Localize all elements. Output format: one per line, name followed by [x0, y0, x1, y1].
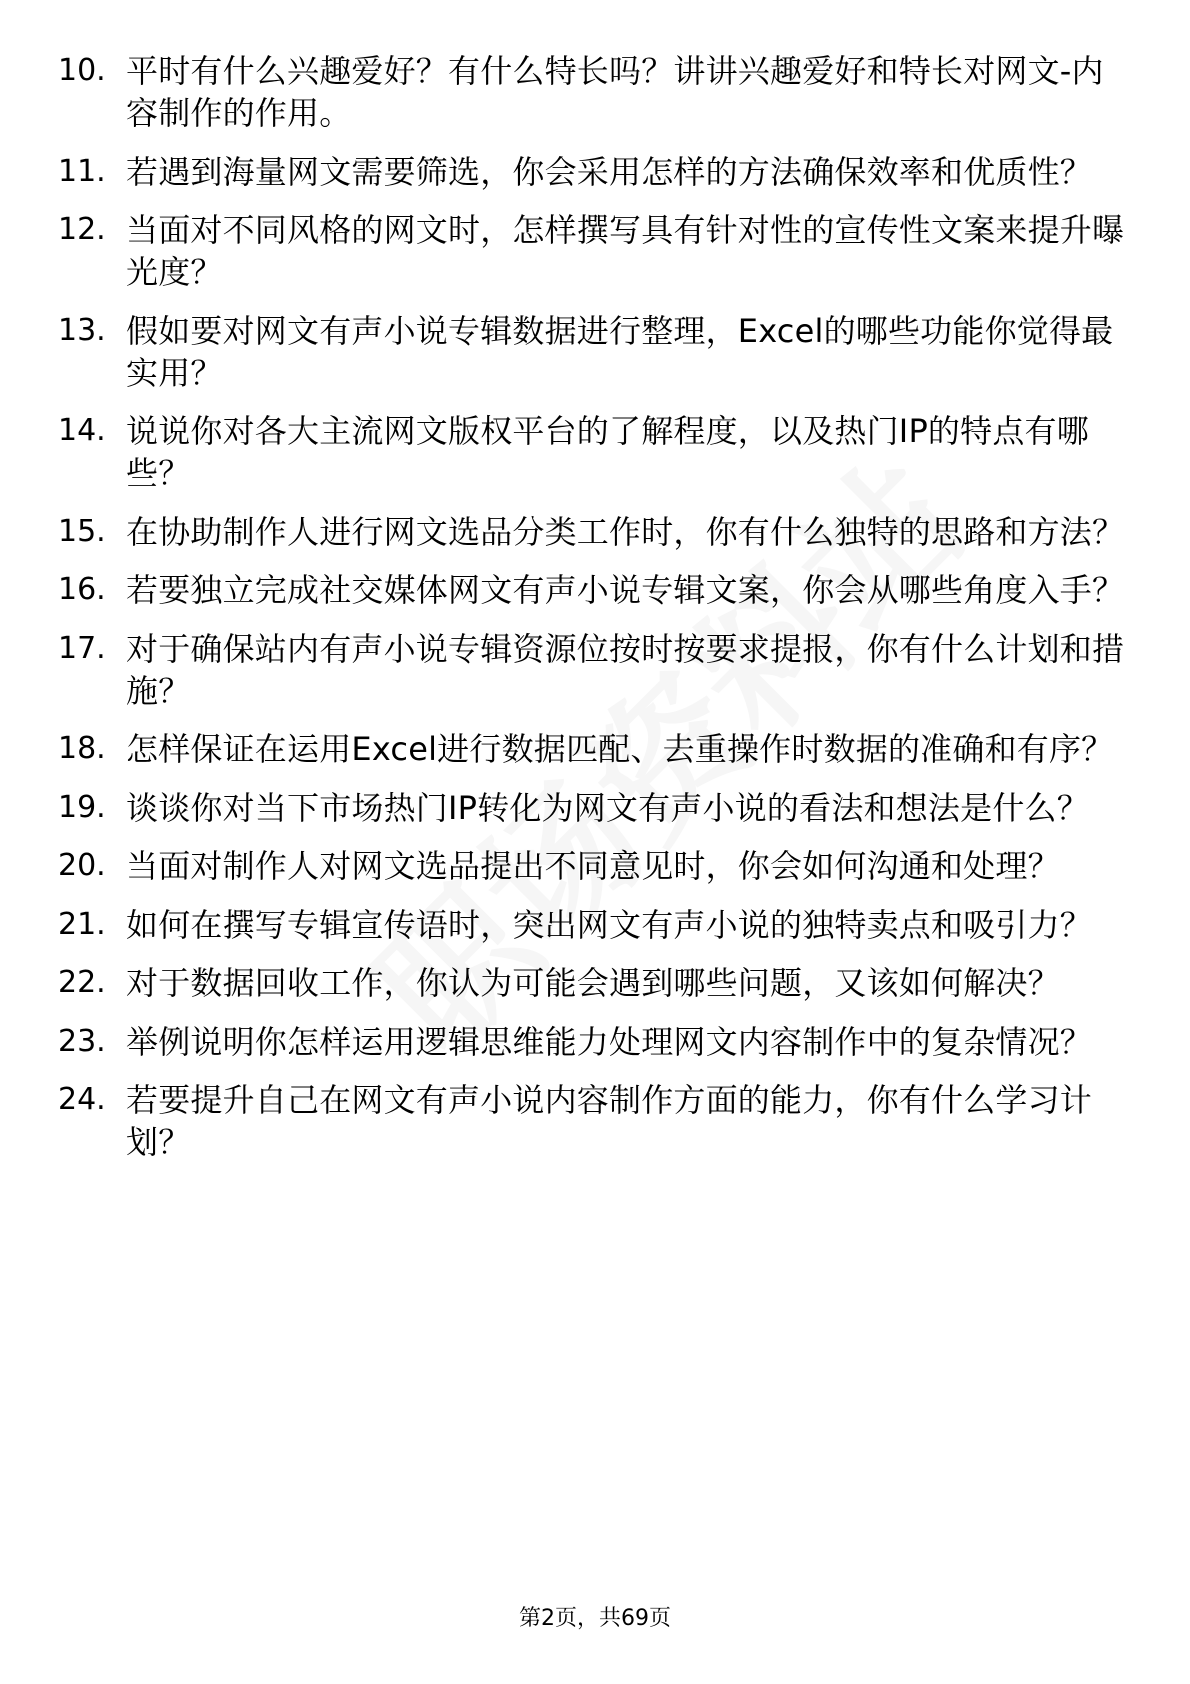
item-text: 当面对制作人对网文选品提出不同意见时，你会如何沟通和处理？ — [126, 847, 1060, 885]
item-number: 13. — [58, 312, 106, 348]
list-item — [58, 628, 1138, 712]
item-text: 对于数据回收工作，你认为可能会遇到哪些问题，又该如何解决？ — [126, 964, 1060, 1002]
list-item — [58, 310, 1138, 394]
item-number: 19. — [58, 789, 106, 825]
page-footer: 第2页，共69页 — [519, 1606, 671, 1631]
item-text: 怎样保证在运用Excel进行数据匹配、去重操作时数据的准确和有序？ — [126, 730, 1114, 768]
item-number: 17. — [58, 630, 106, 666]
item-text: 对于确保站内有声小说专辑资源位按时按要求提报，你有什么计划和措施？ — [126, 629, 1125, 710]
item-text: 当面对不同风格的网文时，怎样撰写具有针对性的宣传性文案来提升曝光度？ — [126, 211, 1125, 291]
list-item — [58, 1021, 1138, 1063]
list-item — [58, 410, 1138, 494]
item-text: 说说你对各大主流网文版权平台的了解程度，以及热门IP的特点有哪些？ — [126, 412, 1089, 492]
item-text: 平时有什么兴趣爱好？有什么特长吗？讲讲兴趣爱好和特长对网文-内容制作的作用。 — [126, 52, 1104, 132]
list-item — [58, 209, 1138, 293]
list-item — [58, 1079, 1138, 1163]
list-item — [58, 845, 1138, 887]
item-number: 15. — [58, 513, 106, 549]
list-item — [58, 569, 1138, 611]
item-number: 10. — [58, 53, 106, 88]
item-number: 14. — [58, 413, 106, 448]
list-item — [58, 962, 1138, 1004]
item-text: 举例说明你怎样运用逻辑思维能力处理网文内容制作中的复杂情况？ — [126, 1022, 1093, 1061]
list-item — [58, 50, 1138, 134]
item-text: 假如要对网文有声小说专辑数据进行整理，Excel的哪些功能你觉得最实用？ — [126, 311, 1114, 392]
item-number: 23. — [58, 1023, 106, 1059]
list-item — [58, 151, 1138, 193]
item-number: 11. — [58, 153, 106, 189]
list-item — [58, 787, 1138, 829]
item-number: 24. — [58, 1082, 106, 1117]
item-number: 20. — [58, 848, 106, 883]
item-text: 若遇到海量网文需要筛选，你会采用怎样的方法确保效率和优质性？ — [126, 152, 1093, 191]
item-text: 如何在撰写专辑宣传语时，突出网文有声小说的独特卖点和吸引力？ — [126, 905, 1093, 944]
item-text: 若要提升自己在网文有声小说内容制作方面的能力，你有什么学习计划？ — [126, 1081, 1093, 1161]
list-item — [58, 904, 1138, 946]
item-number: 16. — [58, 572, 106, 607]
list-item — [58, 728, 1138, 770]
item-number: 18. — [58, 731, 106, 766]
item-number: 22. — [58, 965, 106, 1000]
item-text: 谈谈你对当下市场热门IP转化为网文有声小说的看法和想法是什么？ — [126, 788, 1089, 827]
item-text: 在协助制作人进行网文选品分类工作时，你有什么独特的思路和方法？ — [126, 512, 1125, 551]
item-number: 12. — [58, 212, 106, 247]
question-list — [58, 50, 1138, 1180]
list-item — [58, 511, 1138, 553]
item-number: 21. — [58, 906, 106, 942]
item-text: 若要独立完成社交媒体网文有声小说专辑文案，你会从哪些角度入手？ — [126, 571, 1125, 609]
